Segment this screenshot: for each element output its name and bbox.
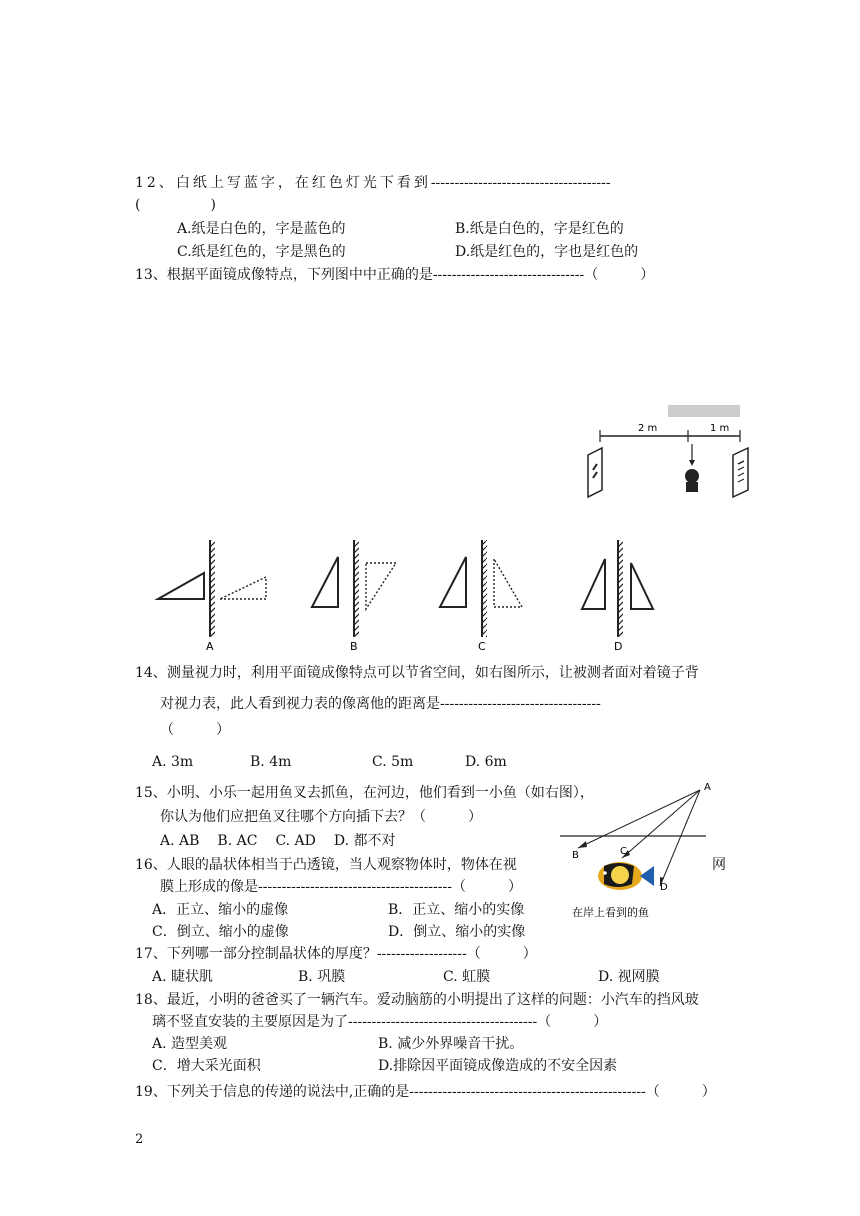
q16-line1: 16、人眼的晶状体相当于凸透镜，当人观察物体时，物体在视 [135, 857, 517, 873]
point-d-label: D [660, 882, 668, 893]
q14-option-d: D. 6m [465, 754, 507, 770]
point-c-label: C [620, 846, 627, 857]
q14-option-c: C. 5m [372, 754, 414, 770]
option-a-diagram [158, 540, 266, 653]
q12-option-d: D.纸是红色的，字也是红色的 [455, 244, 639, 260]
q18-option-a: A. 造型美观 [152, 1036, 228, 1052]
q17-option-d: D. 视网膜 [598, 969, 660, 985]
q12-stem-text: 12、白纸上写蓝字，在红色灯光下看到 [135, 175, 431, 191]
q18-option-c: C．增大采光面积 [152, 1058, 261, 1074]
q17-option-c: C. 虹膜 [443, 969, 491, 985]
figure-dist-1m: 1 m [710, 423, 730, 434]
q12-paren: ( ) [135, 197, 216, 213]
q18-option-b: B. 减少外界噪音干扰。 [378, 1036, 524, 1052]
q15-options [160, 831, 396, 851]
option-d-label: D [614, 640, 623, 653]
q16-option-b: B．正立、缩小的实像 [388, 902, 525, 918]
fish-caption: 在岸上看到的鱼 [572, 906, 649, 919]
q12-stem [135, 173, 611, 193]
q19-stem: 19、下列关于信息的传递的说法中,正确的是--------------------------------------------------（ ） [135, 1084, 716, 1100]
q17-option-a: A. 睫状肌 [152, 969, 214, 985]
q12-dashes: -------------------------------------- [430, 175, 611, 191]
page-number: 2 [135, 1132, 144, 1147]
q17-stem: 17、下列哪一部分控制晶状体的厚度？-------------------（ ） [135, 946, 537, 962]
q15-option-d: D. 都不对 [333, 833, 396, 849]
q18-line2: 璃不竖直安装的主要原因是为了----------------------------------------（ ） [152, 1014, 608, 1030]
q16-option-a: A．正立、缩小的虚像 [152, 902, 289, 918]
q12-option-c: C.纸是红色的，字是黑色的 [177, 244, 346, 260]
figure-header-smudge [668, 405, 740, 417]
q15-option-c: C. AD [275, 833, 316, 849]
q17-option-b: B. 巩膜 [298, 969, 346, 985]
q15-option-a: A. AB [160, 833, 200, 849]
q12-option-a: A.纸是白色的，字是蓝色的 [177, 221, 346, 237]
eye-chart-icon [733, 448, 748, 497]
q14-line2: 对视力表，此人看到视力表的像离他的距离是---------------------------------- [160, 696, 601, 712]
q14-option-a: A. 3m [152, 754, 194, 770]
q15-line2: 你认为他们应把鱼叉往哪个方向插下去？（ ） [160, 809, 482, 825]
q16-option-c: C．倒立、缩小的虚像 [152, 924, 289, 940]
eye-chart-figure [580, 400, 755, 505]
q18-option-d: D.排除因平面镜成像造成的不安全因素 [378, 1058, 618, 1074]
figure-dist-2m: 2 m [638, 423, 658, 434]
q14-option-b: B. 4m [250, 754, 292, 770]
mirror-triangles-figure [150, 535, 670, 655]
q14-line1: 14、测量视力时，利用平面镜成像特点可以节省空间，如右图所示，让被测者面对着镜子背 [135, 665, 699, 681]
q12-option-b: B.纸是白色的，字是红色的 [455, 221, 624, 237]
option-c-diagram [440, 540, 522, 653]
q16-line1-end: 网 [712, 857, 726, 873]
fish-refraction-figure [560, 778, 720, 920]
option-a-label: A [206, 640, 214, 653]
person-icon [685, 469, 699, 483]
q16-line2: 膜上形成的像是-----------------------------------------（ ） [160, 879, 522, 895]
option-b-diagram [312, 540, 396, 653]
option-c-label: C [478, 640, 486, 653]
point-b-label: B [572, 850, 579, 861]
q18-line1: 18、最近，小明的爸爸买了一辆汽车。爱动脑筋的小明提出了这样的问题：小汽车的挡风玻 [135, 992, 699, 1008]
fish-icon [598, 862, 654, 890]
option-b-label: B [350, 640, 358, 653]
q14-paren: （ ） [160, 722, 230, 738]
q15-line1: 15、小明、小乐一起用鱼叉去抓鱼，在河边，他们看到一小鱼（如右图）， [135, 785, 594, 801]
q15-option-b: B. AC [217, 833, 258, 849]
point-a-label: A [704, 782, 711, 793]
q16-option-d: D．倒立、缩小的实像 [388, 924, 526, 940]
option-d-diagram [582, 540, 653, 653]
mirror-icon [588, 448, 602, 497]
q13-stem: 13、根据平面镜成像特点，下列图中中正确的是--------------------------------（ ） [135, 267, 655, 283]
